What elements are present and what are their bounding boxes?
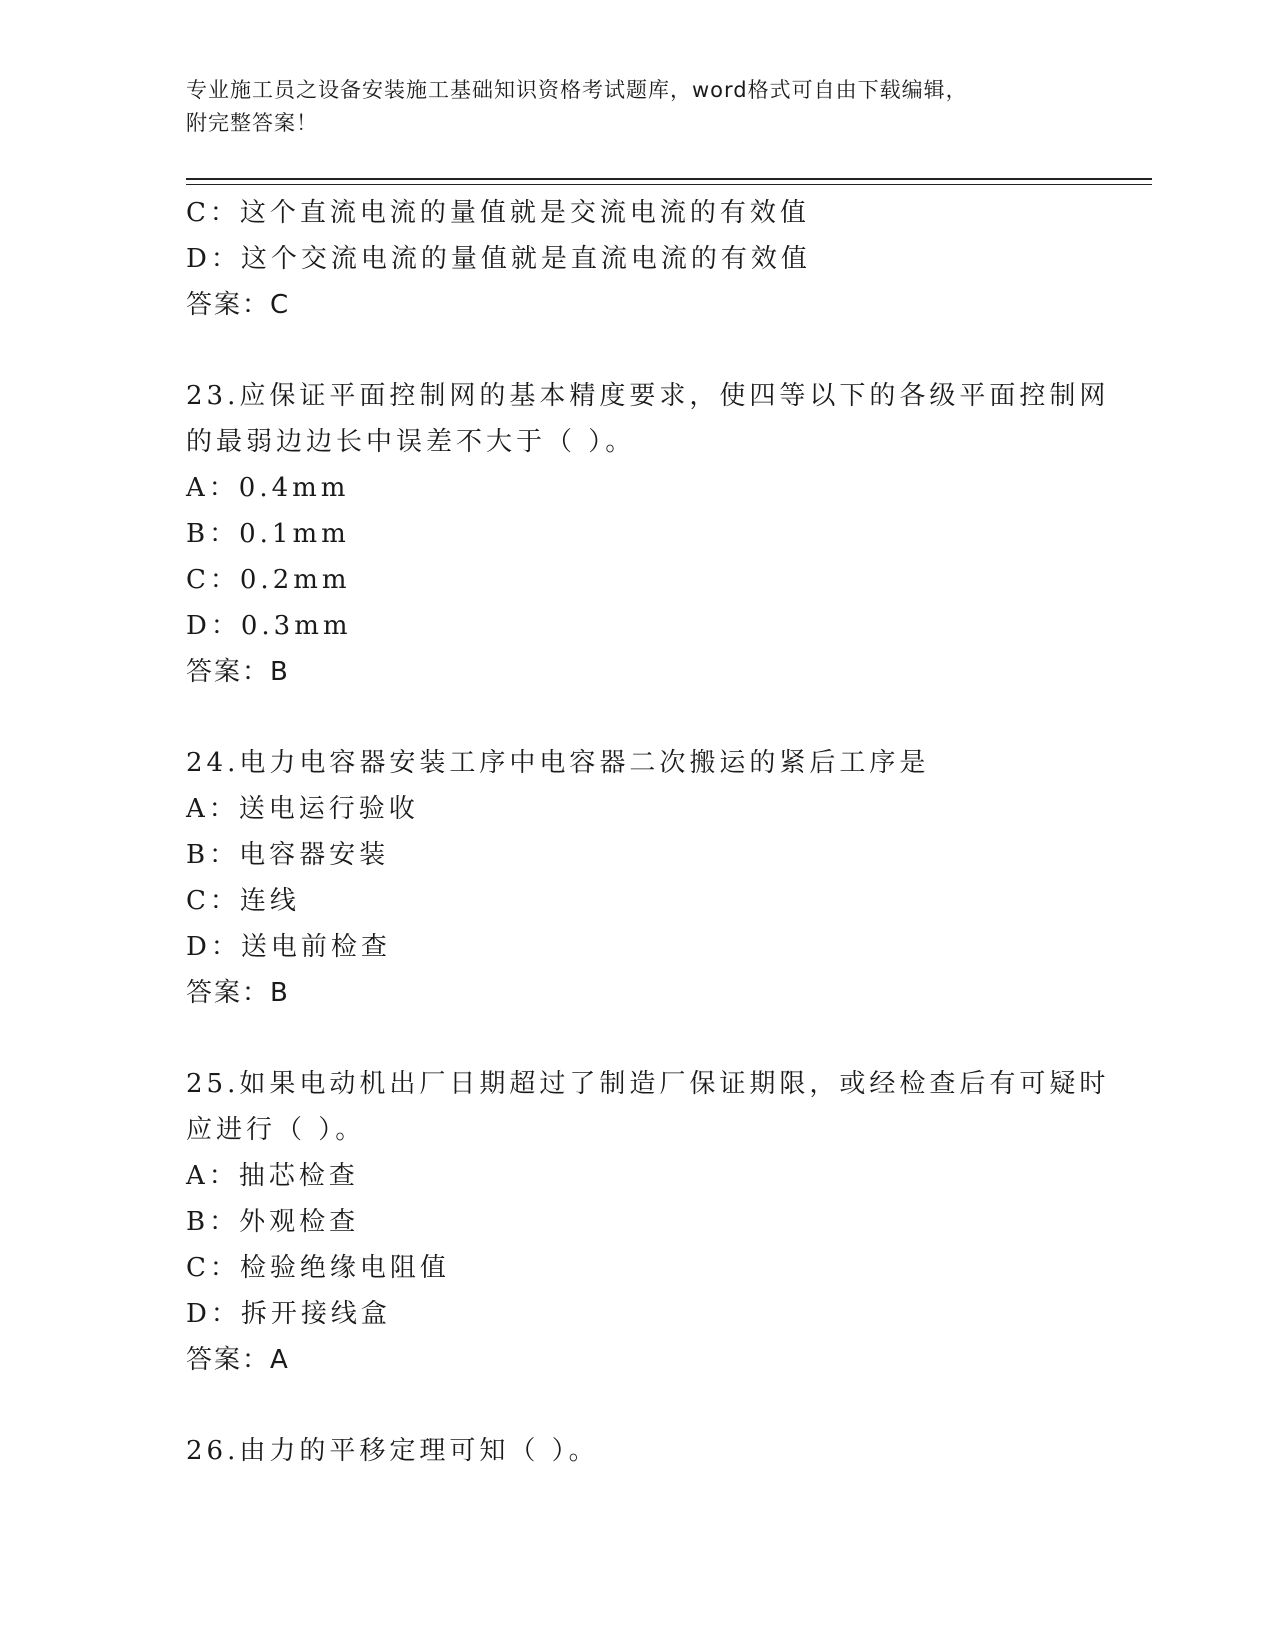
option-d: D：拆开接线盒 <box>186 1299 391 1329</box>
question-spacer <box>186 1016 1086 1061</box>
answer: 答案：C <box>186 290 291 320</box>
header-divider-thick <box>186 178 1152 180</box>
question-list <box>186 190 1110 1474</box>
header-line-1: 专业施工员之设备安装施工基础知识资格考试题库，word格式可自由下载编辑， <box>186 78 968 102</box>
header-line-2: 附完整答案！ <box>186 111 318 135</box>
header-divider-thin <box>186 184 1152 185</box>
option-a: A：0.4mm <box>186 473 350 503</box>
question-24 <box>186 740 1086 1016</box>
question-25 <box>186 1061 1110 1383</box>
option-b: B：外观检查 <box>186 1207 360 1237</box>
question-stem: 25.如果电动机出厂日期超过了制造厂保证期限，或经检查后有可疑时 <box>186 1069 1110 1099</box>
option-c: C：检验绝缘电阻值 <box>186 1253 450 1283</box>
question-spacer <box>186 695 1086 740</box>
question-23 <box>186 373 1110 695</box>
option-b: B：0.1mm <box>186 519 350 549</box>
answer: 答案：A <box>186 1345 290 1375</box>
option-d: D：0.3mm <box>186 611 352 641</box>
document-header <box>186 74 1086 140</box>
option-d: D：这个交流电流的量值就是直流电流的有效值 <box>186 244 811 274</box>
question-stem-continued: 应进行（ ）。 <box>186 1115 366 1145</box>
question-spacer <box>186 328 1086 373</box>
question-stem: 26.由力的平移定理可知（ ）。 <box>186 1436 599 1466</box>
answer: 答案：B <box>186 657 290 687</box>
option-c: C：0.2mm <box>186 565 351 595</box>
option-a: A：送电运行验收 <box>186 794 419 824</box>
question-stem: 24.电力电容器安装工序中电容器二次搬运的紧后工序是 <box>186 748 930 778</box>
question-stem-continued: 的最弱边边长中误差不大于（ ）。 <box>186 427 636 457</box>
question-22 <box>186 190 1086 328</box>
question-stem: 23.应保证平面控制网的基本精度要求，使四等以下的各级平面控制网 <box>186 381 1110 411</box>
question-spacer <box>186 1383 1086 1428</box>
answer: 答案：B <box>186 978 290 1008</box>
question-26 <box>186 1428 1086 1474</box>
option-c: C：连线 <box>186 886 300 916</box>
option-b: B：电容器安装 <box>186 840 390 870</box>
option-d: D：送电前检查 <box>186 932 391 962</box>
option-c: C：这个直流电流的量值就是交流电流的有效值 <box>186 198 810 228</box>
option-a: A：抽芯检查 <box>186 1161 359 1191</box>
